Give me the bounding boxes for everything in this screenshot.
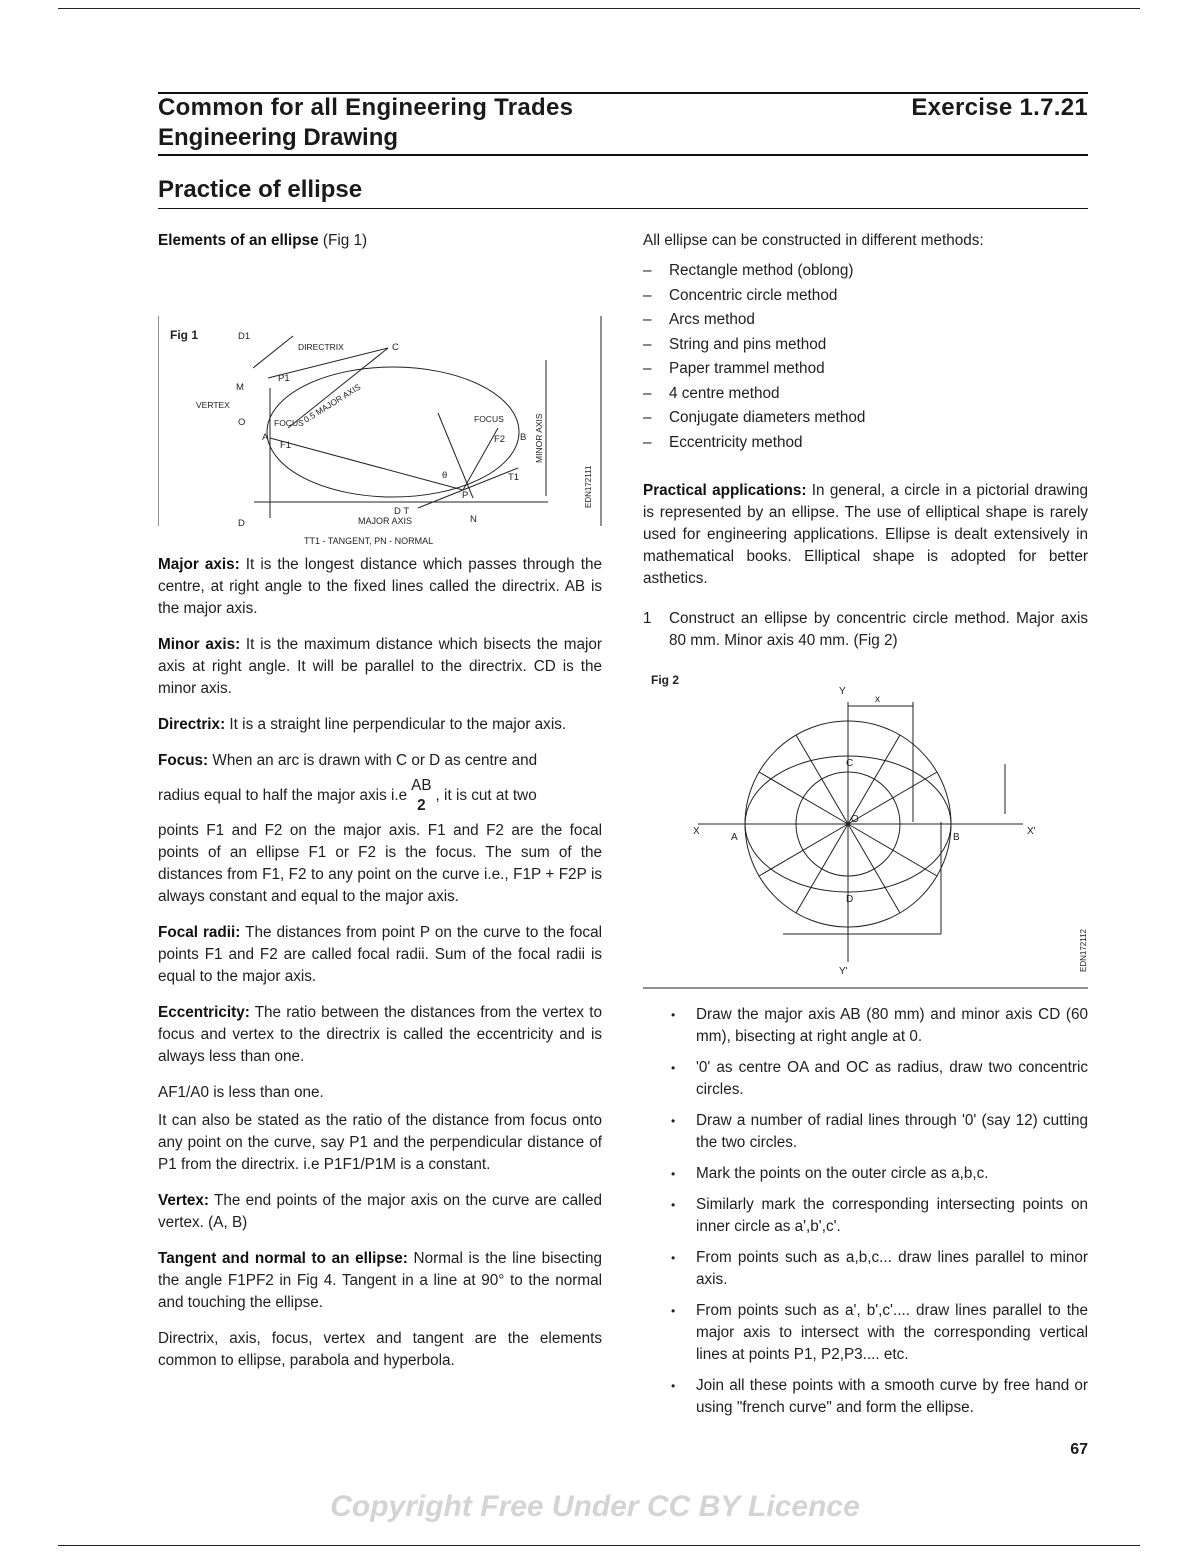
- label-theta: θ: [442, 470, 448, 481]
- construction-step: • '0' as centre OA and OC as radius, draw two concentric circles.: [643, 1057, 1088, 1101]
- focal-radius-1: [270, 438, 463, 490]
- normal-line: [438, 413, 473, 498]
- method-item: – String and pins method: [643, 334, 1088, 356]
- label-x-left: X: [693, 825, 700, 837]
- label-d-bottom: D: [238, 518, 245, 526]
- common-elements-paragraph: Directrix, axis, focus, vertex and tangent are the elements common to ellipse, parabola and hyperbola.: [158, 1330, 602, 1369]
- label-n: N: [470, 514, 477, 525]
- label-f1: F1: [280, 440, 292, 451]
- label-o: O: [238, 417, 246, 428]
- radial-line-8: [796, 735, 848, 824]
- left-column: [158, 230, 602, 1386]
- minor-axis-paragraph: Minor axis: It is the maximum distance which bisects the major axis at right angle. It will be parallel to the directrix. CD is the minor axis.: [158, 636, 602, 697]
- label-a: A: [731, 831, 738, 843]
- practical-applications-paragraph: Practical applications: In general, a circle in a pictorial drawing is represented by an ellipse. The use of elliptical shape is rarely used for engineering applications. Ellipse is dealt extensively in mathematical books. Elliptical shape is adopted for better asthetics.: [643, 481, 1088, 587]
- radial-line-7: [759, 772, 848, 824]
- label-half-major: 0.5 MAJOR AXIS: [301, 381, 363, 425]
- focus-formula-line: radius equal to half the major axis i.e AB 2 , it is cut at two: [158, 777, 537, 814]
- construction-step: • Similarly mark the corresponding intersecting points on inner circle as a',b',c'.: [643, 1194, 1088, 1238]
- label-c: C: [846, 757, 854, 769]
- label-vertex: VERTEX: [196, 400, 230, 410]
- elements-heading: Elements of an ellipse (Fig 1): [158, 232, 368, 249]
- figure-label: Fig 1: [170, 328, 199, 342]
- construction-step: • Join all these points with a smooth curve by free hand or using "french curve" and form the ellipse.: [643, 1375, 1088, 1419]
- radial-line-1: [848, 735, 900, 824]
- label-p: P: [462, 490, 469, 501]
- radial-line-3: [848, 824, 937, 876]
- label-y-bottom: Y': [839, 965, 848, 977]
- label-t1: T1: [508, 472, 520, 483]
- label-x-dimension: x: [875, 693, 880, 705]
- label-y-top: Y: [839, 685, 846, 697]
- copyright-watermark: Copyright Free Under CC BY Licence: [330, 1490, 860, 1523]
- method-item: – Eccentricity method: [643, 432, 1088, 454]
- radial-line-5: [796, 824, 848, 913]
- construction-step: • From points such as a', b',c'.... draw lines parallel to the major axis to intersect with the corresponding vertical lines at points P1, P2,P3.... etc.: [643, 1300, 1088, 1366]
- label-b: B: [520, 432, 527, 443]
- label-focus-left: FOCUS: [274, 418, 304, 428]
- method-item: – Concentric circle method: [643, 285, 1088, 307]
- page-number: 67: [1070, 1441, 1088, 1458]
- label-a: A: [262, 432, 269, 443]
- step-text: Construct an ellipse by concentric circle method. Major axis 80 mm. Minor axis 40 mm. (Fig 2): [669, 609, 1088, 649]
- label-o: O: [851, 813, 859, 825]
- label-p1: P1: [278, 373, 290, 384]
- construction-step: • From points such as a,b,c... draw lines parallel to minor axis.: [643, 1247, 1088, 1291]
- label-x-right: X': [1027, 825, 1036, 837]
- focus-paragraph: Focus: When an arc is drawn with C or D as centre and: [158, 752, 538, 769]
- radial-line-4: [848, 824, 900, 913]
- method-item: – Paper trammel method: [643, 358, 1088, 380]
- label-dt: D T: [394, 506, 410, 517]
- page-header: [158, 92, 1088, 126]
- construction-steps-list: [643, 1004, 1088, 1419]
- header-title: Common for all Engineering Trades: [158, 94, 574, 121]
- eccentricity-formula: AF1/A0 is less than one.: [158, 1084, 324, 1101]
- ellipse-curve: [267, 367, 519, 497]
- focus-points-paragraph: points F1 and F2 on the major axis. F1 and F2 are the focal points of an ellipse F1 or F2 is the focus. The sum of the distances from F1, F2 to any point on the curve i.e., F1P + F2P is always constant and equal to the major axis.: [158, 822, 602, 905]
- label-d: D: [846, 893, 854, 905]
- methods-list: [643, 260, 1088, 454]
- label-c: C: [392, 342, 399, 353]
- eccentricity-paragraph: Eccentricity: The ratio between the distances from the vertex to focus and vertex to the directrix is called the eccentricity and is always less than one.: [158, 1004, 602, 1065]
- radial-line-2: [848, 772, 937, 824]
- method-item: – 4 centre method: [643, 383, 1088, 405]
- figure-2: [643, 672, 1088, 992]
- step-number: 1: [643, 609, 652, 627]
- step-1: [643, 608, 1088, 652]
- directrix-paragraph: Directrix: It is a straight line perpendicular to the major axis.: [158, 716, 567, 733]
- exercise-number: Exercise 1.7.21: [911, 94, 1088, 121]
- label-d1: D1: [238, 331, 251, 342]
- figure-2-label: Fig 2: [651, 672, 680, 687]
- construction-step: • Draw the major axis AB (80 mm) and minor axis CD (60 mm), bisecting at right angle at 0.: [643, 1004, 1088, 1048]
- concentric-circle-diagram: [643, 672, 1088, 992]
- radial-line-6: [759, 824, 848, 876]
- vertex-paragraph: Vertex: The end points of the major axis on the curve are called vertex. (A, B): [158, 1192, 602, 1231]
- tangent-normal-caption: TT1 - TANGENT, PN - NORMAL: [304, 536, 434, 546]
- fraction-ab-over-2: AB 2: [411, 777, 432, 814]
- label-directrix: DIRECTRIX: [298, 342, 344, 352]
- label-focus-right: FOCUS: [474, 414, 504, 424]
- label-minor-axis: MINOR AXIS: [534, 413, 544, 463]
- top-rule: [58, 8, 1140, 9]
- bottom-rule: [58, 1545, 1140, 1546]
- focal-radius-2: [463, 428, 498, 490]
- label-b: B: [953, 831, 960, 843]
- directrix-leader: [253, 336, 293, 368]
- figure-1-code: EDN172111: [584, 465, 593, 508]
- construction-step: • Draw a number of radial lines through '0' (say 12) cutting the two circles.: [643, 1110, 1088, 1154]
- major-axis-paragraph: Major axis: It is the longest distance which passes through the centre, at right angle to the fixed lines called the directrix. AB is the major axis.: [158, 556, 602, 617]
- method-item: – Conjugate diameters method: [643, 407, 1088, 429]
- ellipse-elements-diagram: [158, 268, 602, 526]
- method-item: – Arcs method: [643, 309, 1088, 331]
- method-item: – Rectangle method (oblong): [643, 260, 1088, 282]
- major-axis-caption: MAJOR AXIS: [358, 516, 413, 526]
- section-title: Practice of ellipse: [158, 176, 1088, 209]
- eccentricity-ratio-paragraph: It can also be stated as the ratio of the distance from focus onto any point on the curve, say P1 and the perpendicular distance of P1 from the directrix. i.e P1F1/P1M is a constant.: [158, 1112, 602, 1173]
- header-subtitle: Engineering Drawing: [158, 124, 1088, 156]
- label-f2: F2: [494, 434, 506, 445]
- methods-intro: All ellipse can be constructed in different methods:: [643, 232, 984, 249]
- tangent-normal-paragraph: Tangent and normal to an ellipse: Normal is the line bisecting the angle F1PF2 in Fig 4. Tangent in a line at 90° to the normal and touching the ellipse.: [158, 1250, 602, 1311]
- figure-1: [158, 268, 602, 526]
- focal-radii-paragraph: Focal radii: The distances from point P on the curve to the focal points F1 and F2 are called focal radii. Sum of the focal radii is equal to the major axis.: [158, 924, 602, 985]
- label-m: M: [236, 382, 244, 393]
- construction-step: • Mark the points on the outer circle as a,b,c.: [643, 1163, 1088, 1185]
- right-column: [643, 230, 1088, 1428]
- figure-2-code: EDN172112: [1079, 928, 1088, 972]
